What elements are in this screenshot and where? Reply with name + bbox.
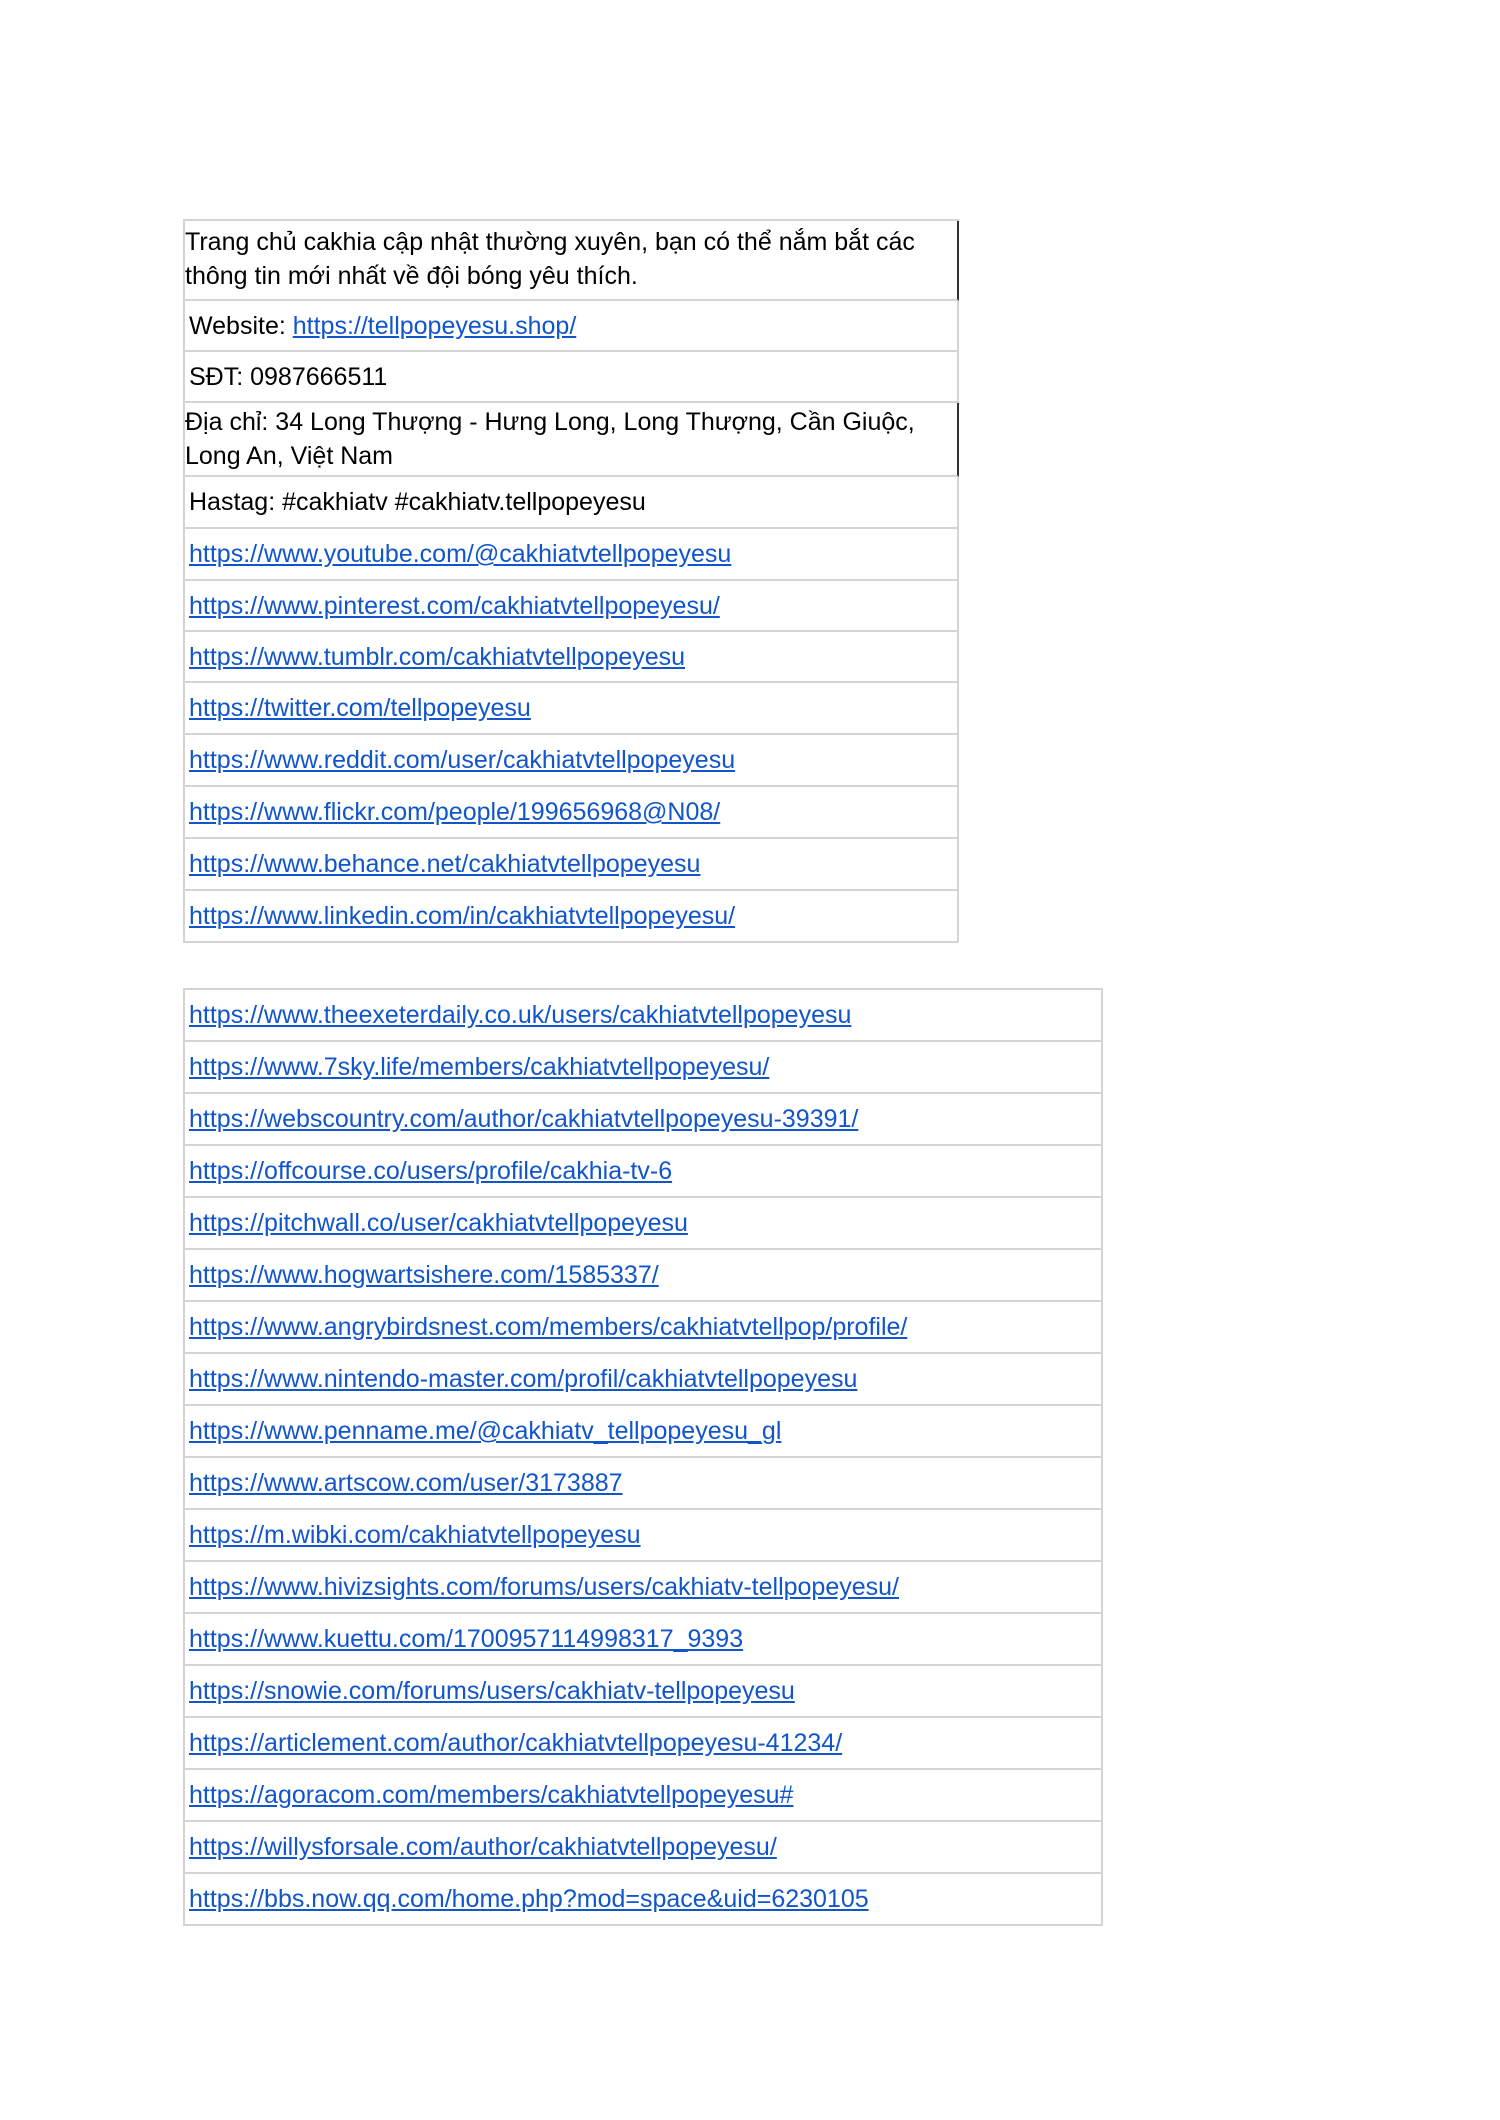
link[interactable]: https://www.angrybirdsnest.com/members/cakhiatvtellpop/profile/: [189, 1313, 908, 1341]
profile-link-row: [185, 1770, 1103, 1822]
profile-link-row: [185, 1302, 1103, 1354]
contact-info-table: [183, 219, 959, 943]
link[interactable]: https://www.pinterest.com/cakhiatvtellpopeyesu/: [189, 591, 720, 620]
profile-link-row: [185, 1354, 1103, 1406]
link[interactable]: https://www.tumblr.com/cakhiatvtellpopeyesu: [189, 642, 686, 671]
link[interactable]: https://webscountry.com/author/cakhiatvtellpopeyesu-39391/: [189, 1105, 859, 1133]
profile-links-table: [183, 988, 1103, 1926]
link[interactable]: https://www.reddit.com/user/cakhiatvtellpopeyesu: [189, 746, 736, 774]
link[interactable]: https://www.hogwartsishere.com/1585337/: [189, 1261, 659, 1289]
social-link-row: [185, 632, 959, 683]
intro-text: Trang chủ cakhia cập nhật thường xuyên, bạn có thể nắm bắt các thông tin mới nhất về đội bóng yêu thích.: [185, 228, 915, 290]
profile-link-row: [185, 1510, 1103, 1562]
link[interactable]: https://twitter.com/tellpopeyesu: [189, 694, 531, 722]
profile-link-row: [185, 1458, 1103, 1510]
link[interactable]: https://www.youtube.com/@cakhiatvtellpopeyesu: [189, 540, 732, 568]
profile-link-row: [185, 1874, 1103, 1926]
social-link-row: [185, 529, 959, 581]
social-link-row: [185, 683, 959, 735]
link[interactable]: https://offcourse.co/users/profile/cakhia-tv-6: [189, 1157, 673, 1185]
profile-link-row: [185, 1718, 1103, 1770]
social-link-row: [185, 787, 959, 839]
profile-link-row: [185, 1822, 1103, 1874]
profile-link-row: [185, 1614, 1103, 1666]
link[interactable]: https://www.linkedin.com/in/cakhiatvtellpopeyesu/: [189, 902, 736, 930]
profile-link-row: [185, 1146, 1103, 1198]
social-link-row: [185, 839, 959, 891]
link[interactable]: https://snowie.com/forums/users/cakhiatv-tellpopeyesu: [189, 1677, 795, 1705]
link[interactable]: https://willysforsale.com/author/cakhiatvtellpopeyesu/: [189, 1833, 777, 1861]
link[interactable]: https://www.penname.me/@cakhiatv_tellpopeyesu_gl: [189, 1417, 782, 1445]
social-link-row: [185, 891, 959, 943]
website-link[interactable]: https://tellpopeyesu.shop/: [292, 311, 577, 340]
social-link-row: [185, 581, 959, 632]
hashtag-row: [185, 477, 959, 529]
link[interactable]: https://m.wibki.com/cakhiatvtellpopeyesu: [189, 1521, 641, 1549]
address-text: Địa chỉ: 34 Long Thượng - Hưng Long, Long Thượng, Cần Giuộc, Long An, Việt Nam: [185, 408, 915, 470]
profile-link-row: [185, 1198, 1103, 1250]
link[interactable]: https://www.theexeterdaily.co.uk/users/cakhiatvtellpopeyesu: [189, 1001, 852, 1029]
address-row: [185, 403, 959, 477]
link[interactable]: https://bbs.now.qq.com/home.php?mod=space&uid=6230105: [189, 1885, 869, 1913]
profile-link-row: [185, 1406, 1103, 1458]
link[interactable]: https://pitchwall.co/user/cakhiatvtellpopeyesu: [189, 1209, 688, 1237]
link[interactable]: https://www.nintendo-master.com/profil/cakhiatvtellpopeyesu: [189, 1365, 858, 1393]
website-label: Website:: [189, 311, 293, 340]
link[interactable]: https://agoracom.com/members/cakhiatvtellpopeyesu#: [189, 1781, 794, 1809]
profile-link-row: [185, 1562, 1103, 1614]
phone-text: SĐT: 0987666511: [189, 362, 388, 391]
website-row: [185, 301, 959, 352]
link[interactable]: https://www.flickr.com/people/199656968@N08/: [189, 798, 721, 826]
hashtag-text: Hastag: #cakhiatv #cakhiatv.tellpopeyesu: [189, 488, 646, 516]
link[interactable]: https://www.hivizsights.com/forums/users/cakhiatv-tellpopeyesu/: [189, 1573, 899, 1601]
link[interactable]: https://www.7sky.life/members/cakhiatvtellpopeyesu/: [189, 1053, 770, 1081]
link[interactable]: https://articlement.com/author/cakhiatvtellpopeyesu-41234/: [189, 1729, 843, 1757]
phone-row: [185, 352, 959, 403]
profile-link-row: [185, 1042, 1103, 1094]
profile-link-row: [185, 1250, 1103, 1302]
link[interactable]: https://www.kuettu.com/1700957114998317_9393: [189, 1625, 744, 1653]
social-link-row: [185, 735, 959, 787]
link[interactable]: https://www.artscow.com/user/3173887: [189, 1469, 623, 1497]
profile-link-row: [185, 990, 1103, 1042]
link[interactable]: https://www.behance.net/cakhiatvtellpopeyesu: [189, 850, 701, 878]
intro-row: [185, 221, 959, 301]
profile-link-row: [185, 1094, 1103, 1146]
profile-link-row: [185, 1666, 1103, 1718]
